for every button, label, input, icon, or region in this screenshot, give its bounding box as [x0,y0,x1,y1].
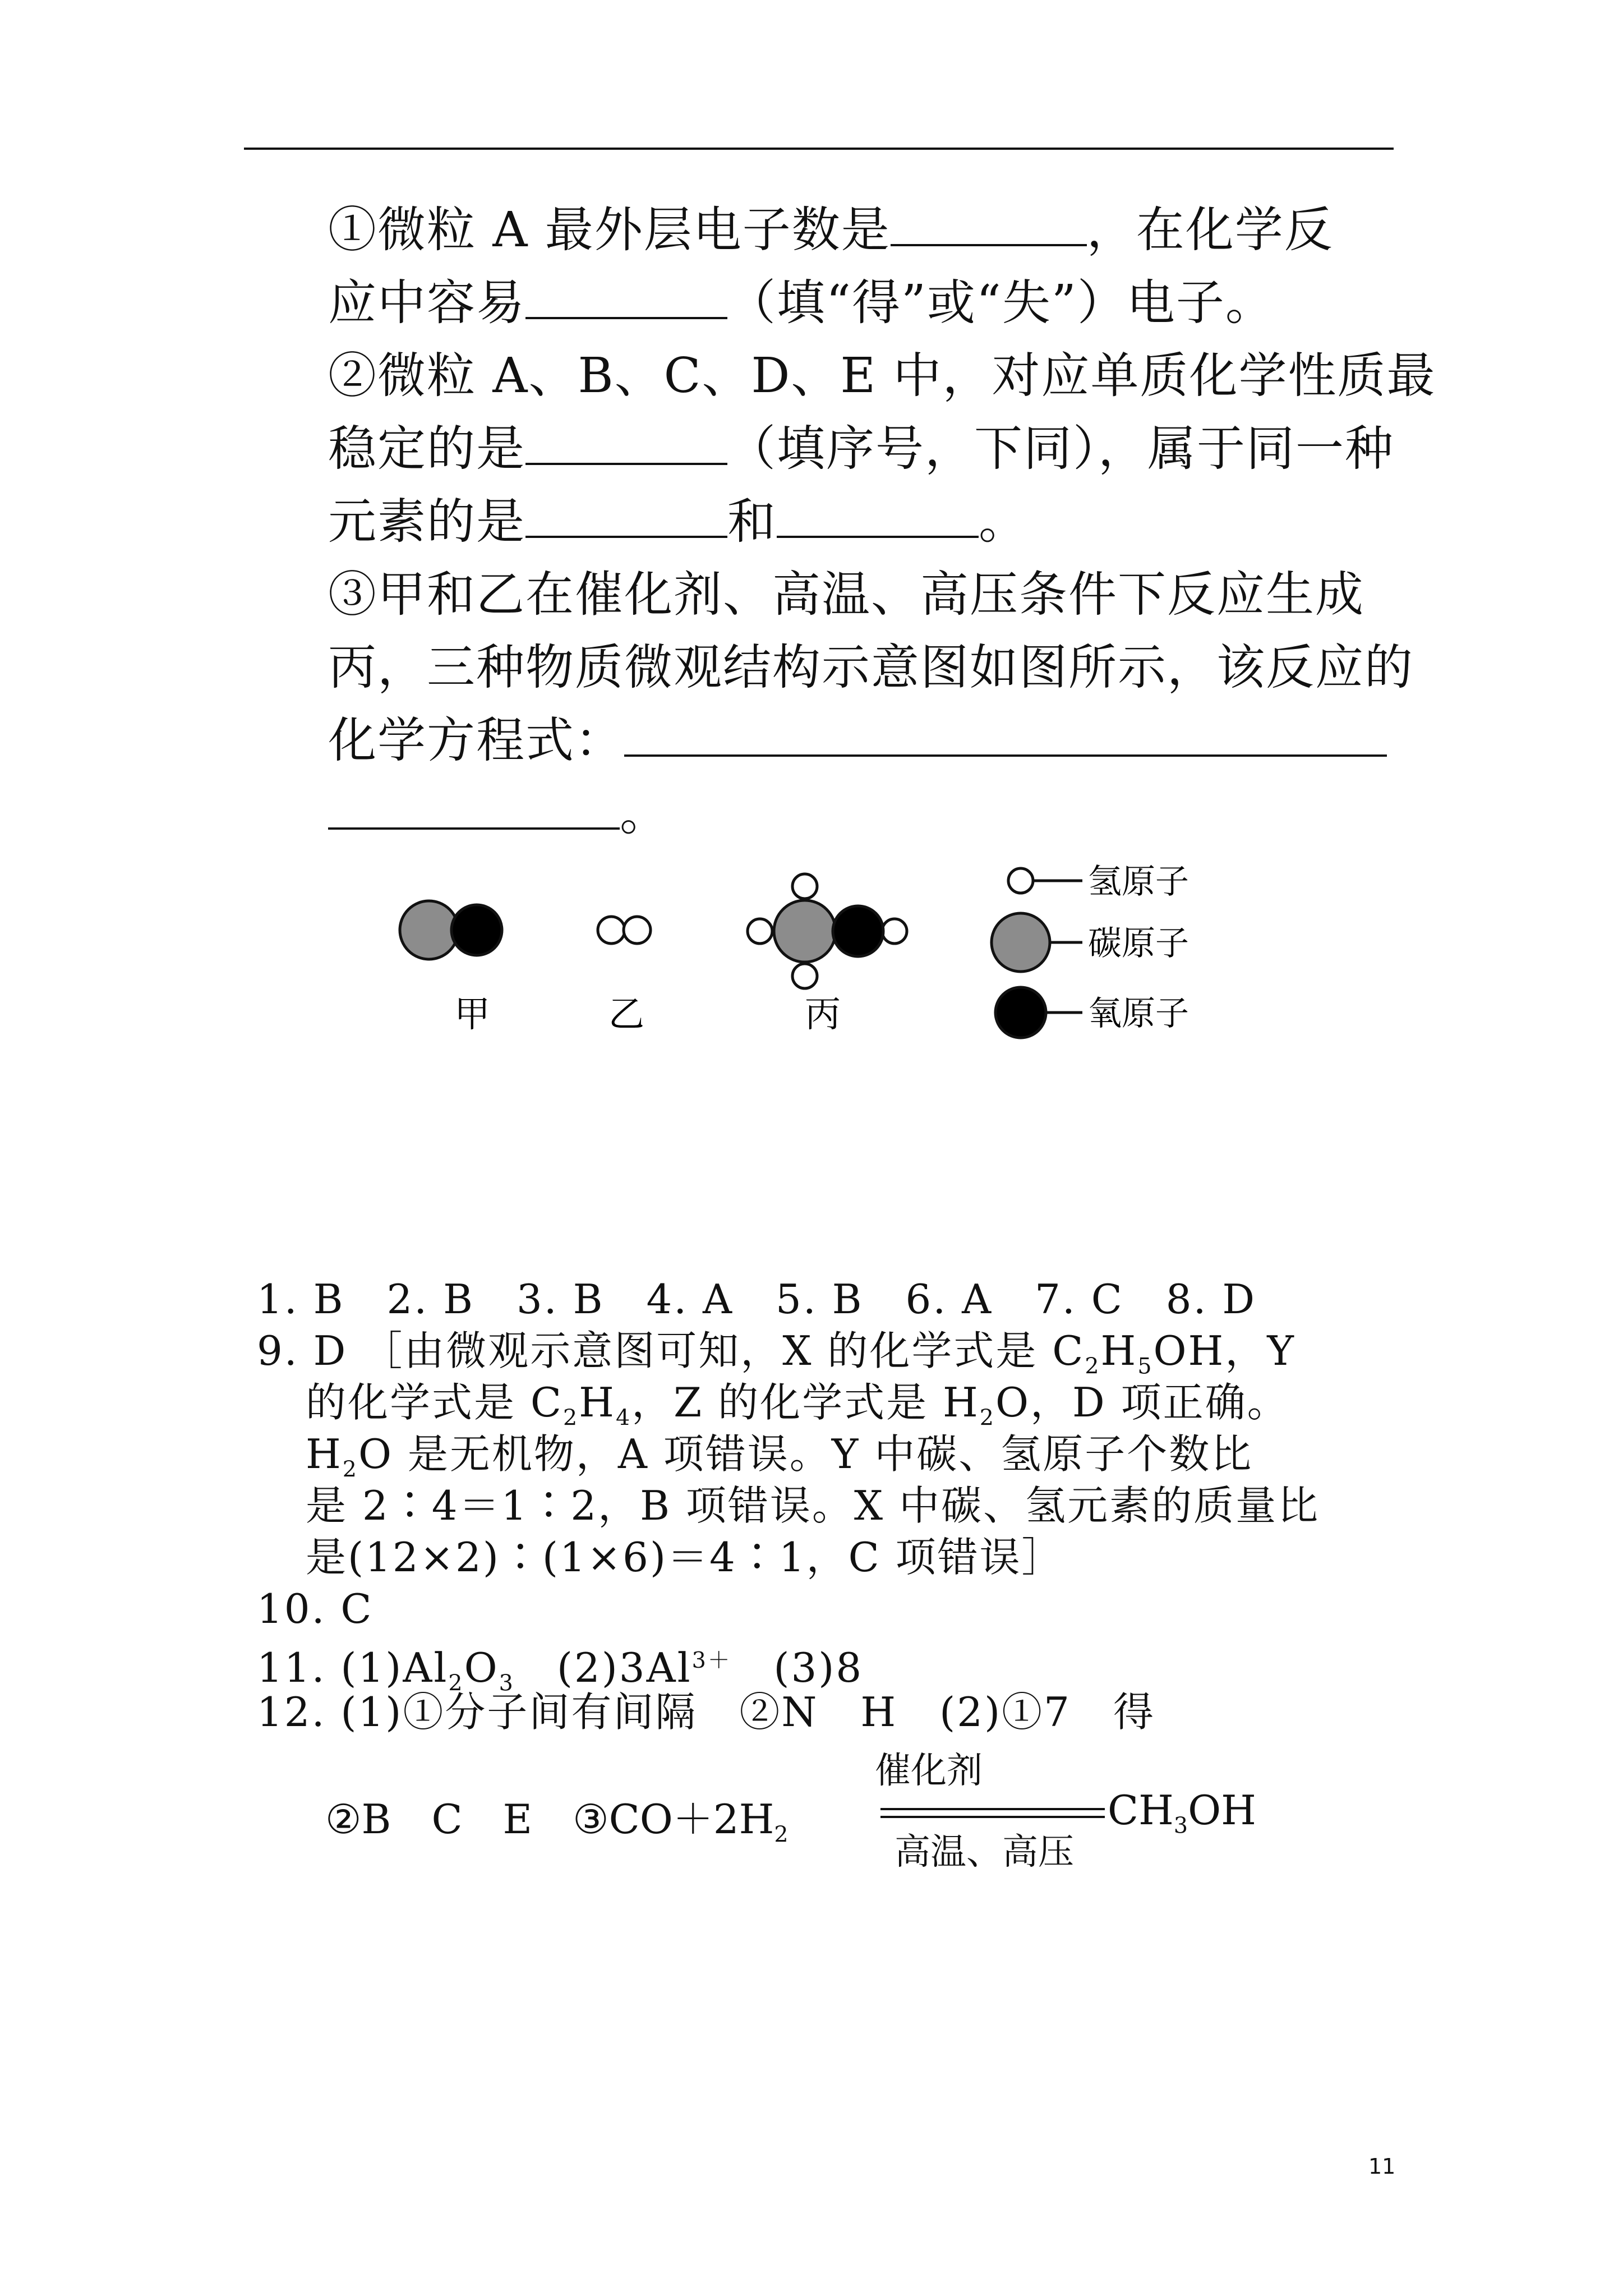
answer-9-line-4: 是 2∶4＝1∶2，B 项错误。X 中碳、氢元素的质量比 [306,1482,1320,1529]
molecule-jia [400,901,502,959]
answer-blank[interactable] [777,492,979,538]
answer-blank[interactable] [328,784,620,830]
hydrogen-atom [792,964,817,988]
label-bing: 丙 [805,994,841,1036]
hydrogen-atom [882,919,907,944]
answer-blank[interactable] [525,273,727,319]
header-rule [244,148,1394,150]
equation-left: ②B C E $③CO+2H_2$ [325,1796,789,1848]
answers-line-1: 1. B 2. B 3. B 4. A 5. B 6. A 7. C 8. D [257,1276,1257,1323]
equation-condition-below: 高温、高压 [895,1832,1074,1873]
page-number: 11 [1368,2154,1396,2179]
legend-oxygen-label: 氧原子 [1088,994,1189,1033]
equation-right: $CH_3OH$ [1108,1787,1256,1839]
equation-arrow-line-bottom [880,1816,1105,1818]
molecule-diagram [387,864,1284,1066]
carbon-atom [774,900,836,962]
answer-9-line-3: $H_2O$ 是无机物，A 项错误。Y 中碳、氢原子个数比 [306,1430,1253,1483]
question-2-line-1: ②微粒 A、B、C、D、E 中，对应单质化学性质最 [328,348,1436,404]
equation-arrow-line-top [880,1808,1105,1810]
question-2-line-2: 稳定的是 （填序号，下同），属于同一种 [328,412,1394,485]
answer-blank[interactable] [525,492,727,538]
answer-12-line-1: 12. (1)①分子间有间隔 ②N H (2)①7 得 [257,1688,1155,1736]
answer-blank[interactable] [624,711,1387,757]
label-jia: 甲 [454,994,490,1036]
carbon-atom [400,901,458,959]
molecule-bing [748,874,907,988]
question-3-line-3: 化学方程式： [328,704,1387,777]
oxygen-atom [833,906,883,956]
question-1-line-1: ①微粒 A 最外层电子数是 ，在化学反 [328,194,1334,266]
question-1-line-2: 应中容易 （填“得”或“失”）电子。 [328,266,1275,339]
chemical-equation [325,1742,1335,1873]
oxygen-atom [451,905,502,955]
question-3-line-1: ③甲和乙在催化剂、高温、高压条件下反应生成 [328,567,1364,623]
legend-hydrogen-icon [1008,868,1033,893]
hydrogen-atom [598,917,625,944]
answer-blank[interactable] [891,200,1087,246]
hydrogen-atom [624,917,651,944]
legend-carbon-icon [992,913,1050,972]
legend [992,864,1189,1038]
answer-9-line-1: 9. D ［由微观示意图可知，X 的化学式是 $C_2H_5OH$，Y [257,1327,1295,1379]
question-3-line-2: 丙，三种物质微观结构示意图如图所示，该反应的 [328,639,1414,696]
question-3-line-4: 。 [328,777,669,850]
legend-carbon-label: 碳原子 [1088,924,1189,963]
answer-9-line-5: 是(12×2)∶(1×6)＝4∶1，C 项错误］ [306,1534,1064,1581]
answer-11: 11. $(1)Al_2O_3$ $(2)3Al^{3+}$ (3)8 [257,1644,864,1696]
label-yi: 乙 [608,994,644,1036]
answer-10: 10. C [257,1585,374,1632]
equation-condition-above: 催化剂 [875,1750,983,1792]
hydrogen-atom [748,919,772,944]
question-2-line-3: 元素的是 和 。 [328,485,1028,558]
hydrogen-atom [792,874,817,899]
molecule-yi [598,917,651,944]
legend-oxygen-icon [995,987,1046,1038]
answer-blank[interactable] [525,419,727,465]
answer-9-line-2: 的化学式是 $C_2H_4$，Z 的化学式是 $H_2O$，D 项正确。 [306,1379,1289,1431]
legend-hydrogen-label: 氢原子 [1088,864,1189,901]
